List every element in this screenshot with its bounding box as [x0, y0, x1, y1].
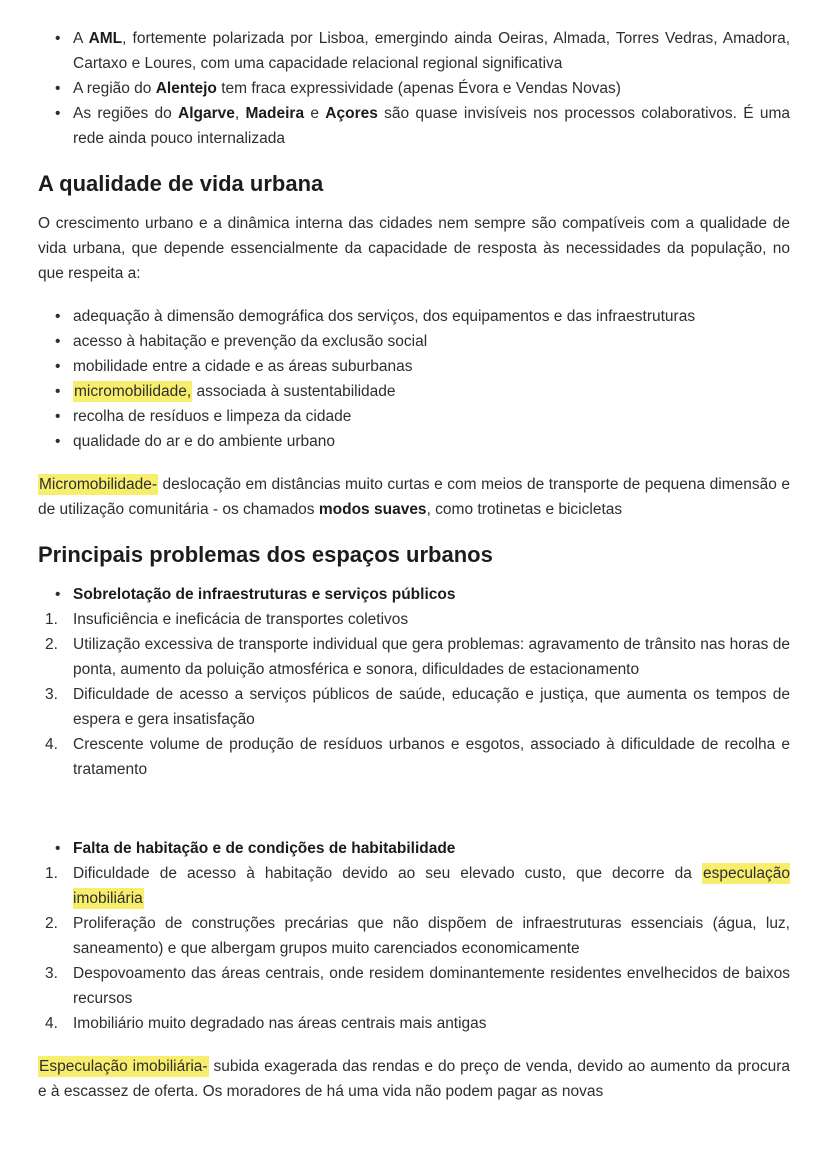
bold-text: Sobrelotação de infraestruturas e serviços públicos	[73, 586, 456, 603]
list-item-text	[73, 607, 790, 632]
bold-text: AML	[88, 30, 123, 47]
text-run: , fortemente polarizada por Lisboa, emergindo ainda Oeiras, Almada, Torres Vedras, Amadora, Cartaxo e Loures, com uma capacidade relacional regional significativa	[73, 30, 791, 72]
text-run: A	[73, 30, 89, 47]
bullet-icon: •	[55, 358, 61, 375]
list-item-text	[73, 836, 790, 861]
paragraph	[38, 1054, 790, 1104]
list-number: 4.	[45, 736, 58, 753]
text-run: O crescimento urbano e a dinâmica interna das cidades nem sempre são compatíveis com a qualidade de vida urbana, que depende essencialmente da capacidade de resposta às necessidades da população, no que respeita a:	[38, 215, 790, 282]
bullet-list	[38, 26, 790, 151]
text-run: são quase invisíveis nos processos colaborativos. É uma rede ainda pouco internalizada	[73, 105, 790, 147]
bullet-list	[38, 304, 790, 454]
text-run: Despovoamento das áreas centrais, onde residem dominantemente residentes envelhecidos de baixos recursos	[73, 965, 790, 1007]
bullet-icon: •	[55, 383, 61, 400]
bullet-icon: •	[55, 333, 61, 350]
bullet-list	[38, 582, 790, 607]
highlighted-text: micromobilidade,	[74, 383, 192, 400]
list-item	[38, 682, 790, 732]
list-item-text	[73, 1011, 790, 1036]
text-run: Utilização excessiva de transporte individual que gera problemas: agravamento de trânsito nas horas de ponta, aumento da poluição atmosférica e sonora, dificuldades de estacionamento	[73, 636, 790, 678]
highlighted-text: especulação imobiliária	[73, 865, 790, 907]
bold-text: Algarve	[178, 105, 235, 122]
list-item-text	[73, 429, 790, 454]
text-run: subida exagerada das rendas e do preço de venda, devido ao aumento da procura e à escassez de oferta. Os moradores de há uma vida não podem pagar as novas	[38, 1058, 790, 1100]
bullet-icon: •	[55, 308, 61, 325]
bullet-icon: •	[55, 433, 61, 450]
list-item	[38, 429, 790, 454]
list-item	[38, 607, 790, 632]
list-number: 3.	[45, 686, 58, 703]
text-run: mobilidade entre a cidade e as áreas suburbanas	[73, 358, 413, 375]
list-number: 2.	[45, 636, 58, 653]
text-run: acesso à habitação e prevenção da exclusão social	[73, 333, 428, 350]
text-run: As regiões do	[73, 105, 179, 122]
list-item	[38, 582, 790, 607]
list-item-text	[73, 26, 790, 76]
text-run: ,	[234, 105, 246, 122]
list-item	[38, 732, 790, 782]
list-item	[38, 76, 790, 101]
list-item-text	[73, 861, 790, 911]
paragraph	[38, 211, 790, 286]
paragraph	[38, 472, 790, 522]
bold-text: Falta de habitação e de condições de habitabilidade	[73, 840, 456, 857]
text-run: Dificuldade de acesso a serviços públicos de saúde, educação e justiça, que aumenta os tempos de espera e gera insatisfação	[73, 686, 790, 728]
list-item-text	[73, 632, 790, 682]
bullet-icon: •	[55, 586, 61, 603]
list-item	[38, 26, 790, 76]
bold-text: Madeira	[245, 105, 305, 122]
list-item-text	[73, 101, 790, 151]
list-number: 1.	[45, 611, 58, 628]
text-run: tem fraca expressividade (apenas Évora e Vendas Novas)	[216, 80, 621, 97]
list-item-text	[73, 76, 790, 101]
list-item-text	[73, 911, 790, 961]
bold-text: Alentejo	[155, 80, 217, 97]
list-item	[38, 354, 790, 379]
highlighted-text: Especulação imobiliária-	[39, 1058, 208, 1075]
highlighted-text: Micromobilidade-	[39, 476, 158, 493]
bullet-icon: •	[55, 408, 61, 425]
list-item-text	[73, 379, 790, 404]
text-run: recolha de resíduos e limpeza da cidade	[73, 408, 352, 425]
bold-text: modos suaves	[318, 501, 427, 518]
blank-space	[38, 800, 790, 836]
bullet-icon: •	[55, 105, 61, 122]
list-item	[38, 379, 790, 404]
bullet-icon: •	[55, 80, 61, 97]
list-item-text	[73, 732, 790, 782]
list-item-text	[73, 354, 790, 379]
text-run: Insuficiência e ineficácia de transportes coletivos	[73, 611, 409, 628]
text-run: deslocação em distâncias muito curtas e com meios de transporte de pequena dimensão e de utilização comunitária - os chamados	[38, 476, 790, 518]
text-run: qualidade do ar e do ambiente urbano	[73, 433, 335, 450]
list-item	[38, 304, 790, 329]
text-run: , como trotinetas e bicicletas	[426, 501, 623, 518]
bullet-icon: •	[55, 840, 61, 857]
text-run: Crescente volume de produção de resíduos urbanos e esgotos, associado à dificuldade de recolha e tratamento	[73, 736, 790, 778]
list-item-text	[73, 404, 790, 429]
bullet-icon: •	[55, 30, 61, 47]
section-heading: Principais problemas dos espaços urbanos	[38, 542, 493, 567]
numbered-list	[38, 607, 790, 782]
list-number: 1.	[45, 865, 58, 882]
list-item	[38, 101, 790, 151]
text-run: Imobiliário muito degradado nas áreas centrais mais antigas	[73, 1015, 487, 1032]
list-item-text	[73, 329, 790, 354]
list-number: 3.	[45, 965, 58, 982]
list-item	[38, 632, 790, 682]
list-item-text	[73, 304, 790, 329]
list-item	[38, 861, 790, 911]
text-run: e	[304, 105, 326, 122]
list-item-text	[73, 582, 790, 607]
numbered-list	[38, 861, 790, 1036]
section-heading: A qualidade de vida urbana	[38, 171, 324, 196]
list-item	[38, 329, 790, 354]
text-run: adequação à dimensão demográfica dos serviços, dos equipamentos e das infraestruturas	[73, 308, 696, 325]
list-number: 2.	[45, 915, 58, 932]
text-run: Proliferação de construções precárias que não dispõem de infraestruturas essenciais (água, luz, saneamento) e que albergam grupos muito carenciados economicamente	[73, 915, 790, 957]
list-item-text	[73, 961, 790, 1011]
text-run: A região do	[73, 80, 156, 97]
list-item	[38, 961, 790, 1011]
list-item	[38, 404, 790, 429]
text-run: Dificuldade de acesso à habitação devido ao seu elevado custo, que decorre da	[73, 865, 702, 882]
list-item	[38, 836, 790, 861]
list-item	[38, 1011, 790, 1036]
list-item-text	[73, 682, 790, 732]
list-item	[38, 911, 790, 961]
text-run: associada à sustentabilidade	[192, 383, 396, 400]
list-number: 4.	[45, 1015, 58, 1032]
bold-text: Açores	[325, 105, 378, 122]
bullet-list	[38, 836, 790, 861]
